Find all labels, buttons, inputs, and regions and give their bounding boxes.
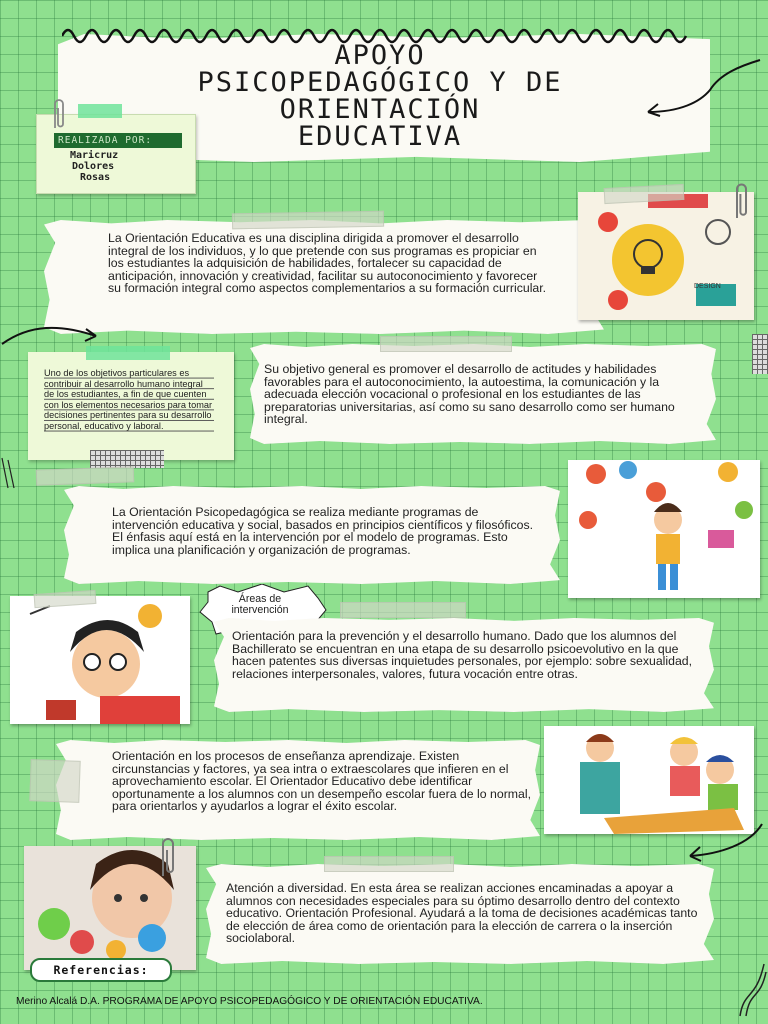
title-line-2: PSICOPEDAGÓGICO Y DE xyxy=(197,67,563,98)
prevention-text: Orientación para la prevención y el desarrollo humano. Dado que los alumnos del Bachillerato se encuentran en una etapa de su desarrollo psicoevolutivo en la que hacen patentes sus diversas inquietudes personales, por ejemplo: sobre sexualidad, relaciones interpersonales, valores, futura vocación entre otras. xyxy=(232,629,693,681)
reader-icon xyxy=(10,596,190,724)
title-line-1: APOYO xyxy=(334,40,426,71)
areas-label: Áreas de intervención xyxy=(231,593,289,616)
grid-tape-decoration xyxy=(752,334,768,374)
tape-decoration xyxy=(340,602,466,618)
tape-decoration xyxy=(36,466,134,485)
teaching-text: Orientación en los procesos de enseñanza aprendizaje. Existen circunstancias y factores, ya sea intra o extraescolares que infieren en el aprovechamiento escolar. El Orientador Educativo debe identificar oportunamente a los alumnos con un desempeño escolar fuera de lo normal, para orientarlos y ayudarlos a lograr el éxito escolar. xyxy=(112,749,532,814)
tape-decoration xyxy=(86,346,170,360)
scribble-decoration xyxy=(736,960,768,1020)
note-text: Uno de los objetivos particulares es contribuir al desarrollo humano integral de los estudiantes, a fin de que cuenten con los elementos necesarios para tomar decisiones pertinentes para su desarrollo personal, educativo y laboral. xyxy=(44,368,213,431)
author-name-line: Dolores xyxy=(72,161,115,172)
teacher-image xyxy=(544,726,754,834)
lightbulb-icon xyxy=(578,192,754,320)
author-name-line: Maricruz xyxy=(70,150,119,161)
psico-text: La Orientación Psicopedagógica se realiza mediante programas de intervención educativa y social, basados en principios científicos y filosóficos. El énfasis aquí está en la intervención por el modelo de programas. Esto implica una planificación y organización de programas. xyxy=(112,505,534,557)
arrow-icon xyxy=(680,820,768,862)
student-icon xyxy=(568,460,760,598)
title-line-4: EDUCATIVA xyxy=(297,121,463,152)
author-name-line: Rosas xyxy=(80,172,111,183)
student-image xyxy=(568,460,760,598)
author-name xyxy=(64,150,164,183)
tape-decoration xyxy=(324,856,454,872)
tape-decoration xyxy=(78,104,122,118)
tape-decoration xyxy=(232,211,384,230)
grid-tape-decoration xyxy=(90,450,164,468)
title-line-3: ORIENTACIÓN xyxy=(279,94,481,125)
curved-arrow-icon xyxy=(640,52,768,122)
scribble-decoration xyxy=(0,452,20,492)
tape-decoration xyxy=(380,336,512,352)
teacher-icon xyxy=(544,726,754,834)
objective-text: Su objetivo general es promover el desarrollo de actitudes y habilidades favorables para el autoconocimiento, la autoestima, la comunicación y la adecuada elección vocacional o profesional en los estudiantes de las preparatorias universitarias, así como su sano desarrollo como ser humano integral. xyxy=(264,362,675,427)
svg-text:DESIGN: DESIGN xyxy=(694,283,721,290)
paperclip-icon xyxy=(158,836,178,880)
author-label: REALIZADA POR: xyxy=(54,133,182,148)
references-citation: Merino Alcalá D.A. PROGRAMA DE APOYO PSICOPEDAGÓGICO Y DE ORIENTACIÓN EDUCATIVA. xyxy=(16,996,483,1007)
tape-decoration xyxy=(29,759,80,803)
paperclip-icon xyxy=(50,98,66,132)
design-image xyxy=(578,192,754,320)
paperclip-icon xyxy=(732,182,750,222)
references-label: Referencias: xyxy=(30,958,172,982)
intro-text: La Orientación Educativa es una disciplina dirigida a promover el desarrollo integral de los individuos, y lo que pretende con sus programas es propiciar en los estudiantes la adquisición de habilidades, fortalecer su capacidad de anticipación, innovación y creatividad, facilitar su autoconocimiento y favorecer su formación integral como aspectos complementarios a su formación curricular. xyxy=(108,231,547,296)
reader-image xyxy=(10,596,190,724)
diversity-text: Atención a diversidad. En esta área se realizan acciones encaminadas a apoyar a alumnos con necesidades especiales para su óptimo desarrollo dentro del contexto educativo. Orientación Profesional. Ayudará a la toma de decisiones académicas tanto de elección de área como de orientación para la elección de carrera o la inserción sociolaboral. xyxy=(226,881,698,946)
